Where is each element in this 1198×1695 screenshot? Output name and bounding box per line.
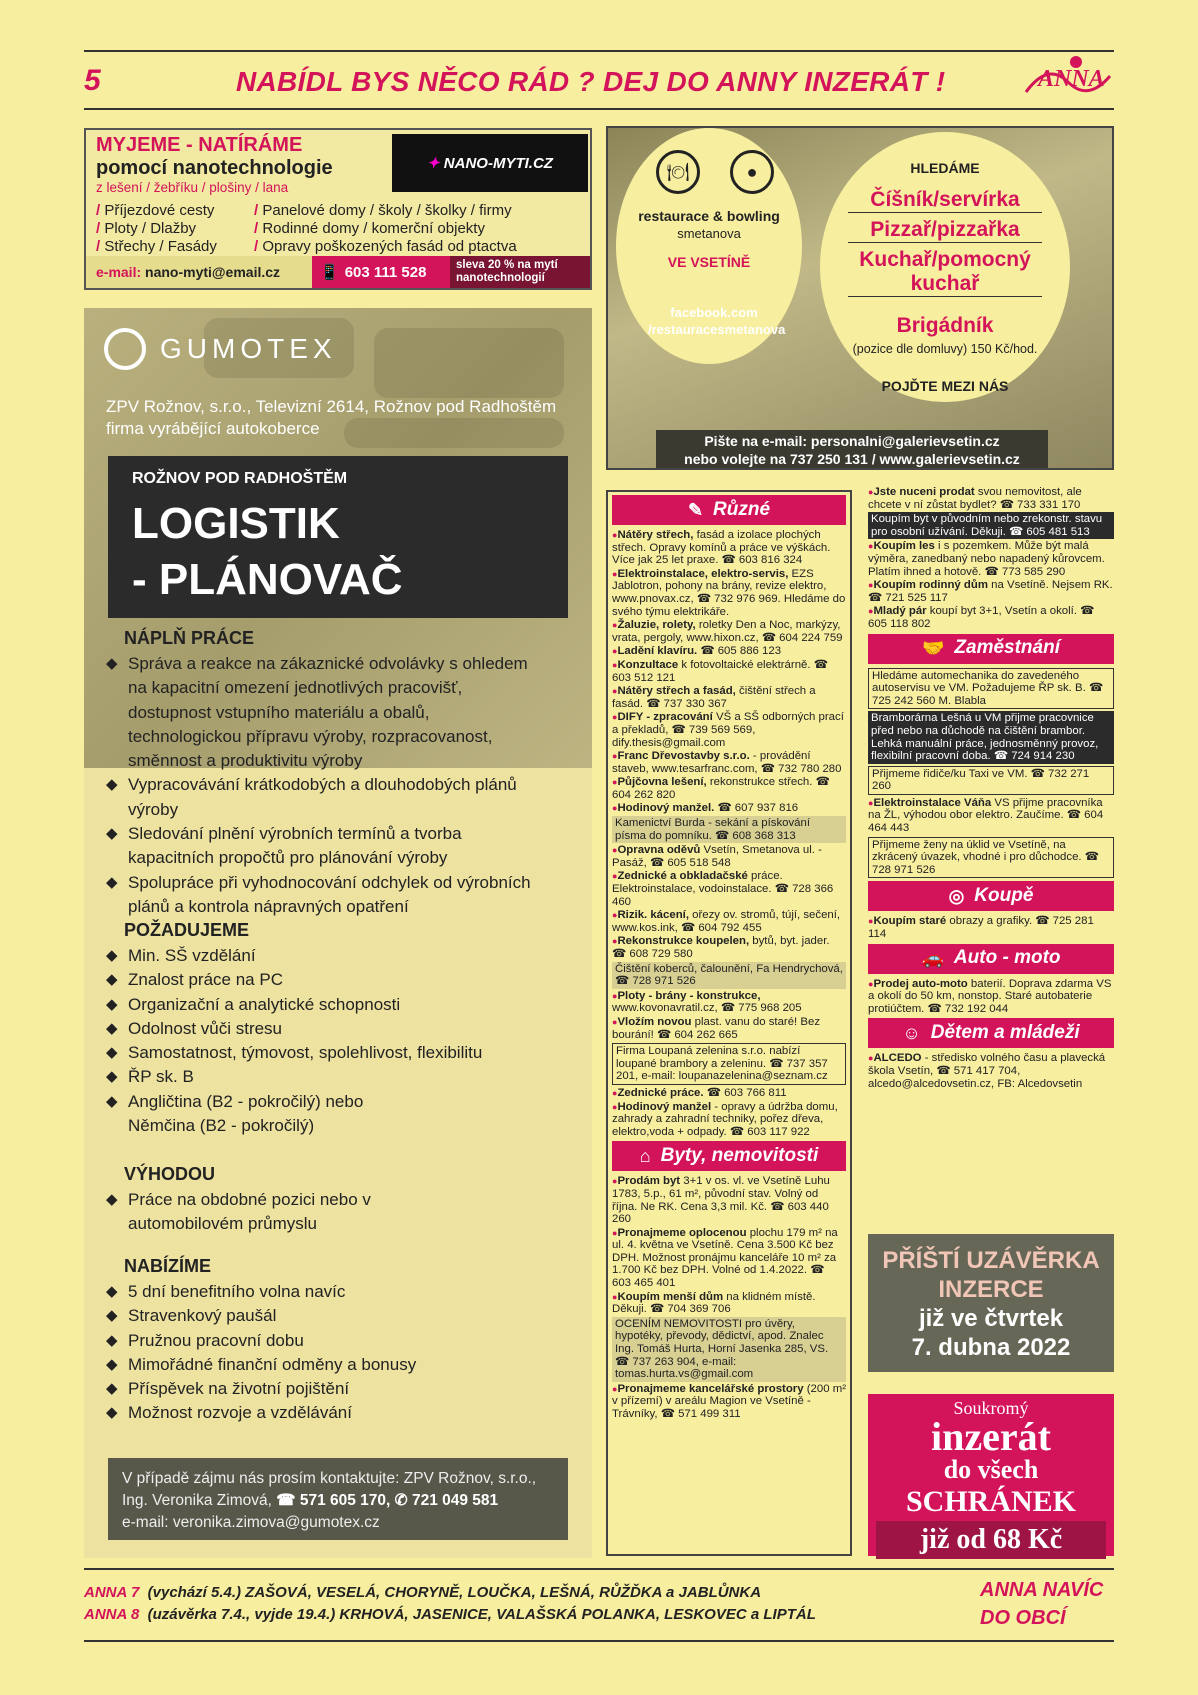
gumotex-address: ZPV Rožnov, s.r.o., Televizní 2614, Rožnov pod Radhoštěm firma vyrábějící autokoberce <box>106 397 557 438</box>
handshake-icon: 🤝 <box>921 638 945 659</box>
job-item: Pizzař/pizzařka <box>848 218 1042 243</box>
classified-ad-boxed: Přijmeme ženy na úklid ve Vsetíně, na zkrácený úvazek, vhodné i pro důchodce. ☎ 728 971 526 <box>868 837 1114 879</box>
classified-ad-lead: Pronajmeme kancelářské prostory <box>617 1382 804 1395</box>
job-title: LOGISTIK - PLÁNOVAČ <box>132 499 403 604</box>
restaurant-facebook[interactable]: facebook.com /restauracesmetanova <box>648 305 786 337</box>
anna-logo <box>1018 52 1118 100</box>
jobs-note: (pozice dle domluvy) 150 Kč/hod. <box>852 342 1038 356</box>
classified-ad <box>868 605 1114 630</box>
headline: NABÍDL BYS NĚCO RÁD ? DEJ DO ANNY INZERÁT ! <box>236 66 946 97</box>
private-ad-promo: Soukromý inzerát do všech SCHRÁNEK již od 68 Kč <box>868 1394 1114 1556</box>
classified-ad-text: i s pozemkem. Může být malá výměra, zanedbaný nebo napadený kůrovcem. Platím ihned a hotově. ☎ 773 585 290 <box>868 540 1105 578</box>
classified-ad-lead: Elektroinstalace, elektro-servis, <box>617 567 789 580</box>
classified-ad-lead: Zednické a obkladačské <box>617 870 748 883</box>
classified-ad <box>612 776 846 801</box>
footer-rule <box>84 1568 1114 1570</box>
list-item: / Opravy poškozených fasád od ptactva <box>254 238 517 256</box>
deadline-box: PŘÍŠTÍ UZÁVĚRKA INZERCE již ve čtvrtek 7. dubna 2022 <box>868 1234 1114 1372</box>
classified-ad-text: www.kovonavratil.cz, ☎ 775 968 205 <box>612 1002 802 1015</box>
classified-ad-lead: Rizik. kácení, <box>617 909 689 922</box>
classified-ad-lead: Franc Dřevostavby s.r.o. <box>617 750 750 763</box>
sun-icon: ☺ <box>902 1023 921 1044</box>
nano-ad <box>84 128 592 290</box>
classified-ad <box>612 1087 846 1100</box>
footer-anna7: ANNA 7 (vychází 5.4.) ZAŠOVÁ, VESELÁ, CHORYNĚ, LOUČKA, LEŠNÁ, RŮŽĎKA a JABLŮNKA <box>84 1584 762 1601</box>
gumotex-logo-icon <box>104 328 146 370</box>
classified-ad <box>868 579 1114 604</box>
car-icon: 🚗 <box>921 948 944 969</box>
jobs-heading: HLEDÁME <box>910 160 980 176</box>
gumotex-email[interactable]: e-mail: veronika.zimova@gumotex.cz <box>122 1514 380 1531</box>
category-header: 🤝 Zaměstnání <box>868 634 1114 664</box>
classified-ad <box>612 1016 846 1041</box>
classified-ad-text: koupí byt 3+1, Vsetín a okolí. ☎ 605 118 802 <box>868 605 1095 630</box>
classified-ad-text: obrazy a grafiky. ☎ 725 281 114 <box>868 915 1094 941</box>
classified-ad-lead: ALCEDO <box>873 1052 922 1065</box>
category-header: ⌂ Byty, nemovitosti <box>612 1141 846 1171</box>
classified-ad-text: rekonstrukce střech. ☎ 604 262 820 <box>612 776 830 801</box>
nano-brand-logo: ✦ NANO-MYTI.CZ <box>392 134 588 192</box>
classified-ad-text: baterií. Doprava zdarma VS a okolí do 50 km, nonstop. Staré autobaterie protiúčtem. ☎ 732 192 044 <box>868 977 1112 1015</box>
section-heading: POŽADUJEME <box>124 920 250 940</box>
category-header: ☺ Dětem a mládeži <box>868 1018 1114 1048</box>
classified-ad-text: fasád a izolace plochých střech. Opravy komínů a práce ve výškách. Více jak 25 let praxe. ☎ 603 816 324 <box>612 529 831 567</box>
classified-ad-text: ☎ 605 886 123 <box>697 645 782 658</box>
duties-list <box>106 652 546 919</box>
list-item: ◆ Příspěvek na životní pojištění <box>106 1377 546 1401</box>
gumotex-contact: V případě zájmu nás prosím kontaktujte: ZPV Rožnov, s.r.o., Ing. Veronika Zimová, ☎ 571 605 170, ✆ 721 049 581 e-mail: veronika.zimova@gumotex.cz <box>108 1458 568 1540</box>
classified-ad <box>612 1101 846 1139</box>
list-item: ◆ Pružnou pracovní dobu <box>106 1329 546 1353</box>
classified-ad-highlight: Čištění koberců, čalounění, Fa Hendrychová, ☎ 728 971 526 <box>612 962 846 989</box>
classified-ad-lead: Elektroinstalace Váňa <box>873 796 992 809</box>
top-rule <box>84 50 1114 52</box>
bottom-rule <box>84 1640 1114 1642</box>
classified-ad-dark: Koupím byt v původním nebo zrekonstr. stavu pro osobní užívání. Děkuji. ☎ 605 481 513 <box>868 512 1114 539</box>
section-heading: NABÍZÍME <box>124 1256 211 1276</box>
list-item: ◆ Odolnost vůči stresu <box>106 1017 546 1041</box>
classified-ad-lead: Zednické práce. <box>617 1086 704 1099</box>
classified-ad-lead: DIFY - zpracování <box>617 711 713 724</box>
jobs-cta: POJĎTE MEZI NÁS <box>881 378 1009 394</box>
classified-ad-lead: Koupím staré <box>873 915 947 928</box>
classified-ad-text: Vsetín, Smetanova ul. - Pasáž, ☎ 605 518 548 <box>612 844 822 869</box>
nano-subtitle: z lešení / žebříku / plošiny / lana <box>96 180 289 195</box>
classified-ad <box>612 870 846 908</box>
classified-ad-text: EZS Jablotron, pohony na brány, revize elektro, www.pnovax.cz, ☎ 732 976 969. Hledáme do svého týmu elektrikáře. <box>612 567 846 618</box>
classified-ad-lead: Jste nuceni prodat <box>873 486 975 498</box>
classifieds-column-1 <box>606 490 852 1556</box>
classified-ad <box>612 619 846 644</box>
requirements-list <box>106 944 546 1138</box>
bowling-icon: ● <box>730 150 774 194</box>
classified-ad-text: ☎ 603 766 811 <box>703 1086 787 1099</box>
classified-ad-text: VS přijme pracovníka na ŽL, výhodou obor elektro. Zaučíme. ☎ 604 464 443 <box>868 796 1104 835</box>
classified-ad <box>612 529 846 567</box>
classified-ad-dark: Bramborárna Lešná u VM přijme pracovnice před nebo na důchodě na čištění brambor. Lehká manuální práce, jednosměnný provoz, flexibilní pracovní doba. ☎ 724 914 230 <box>868 711 1114 763</box>
list-item: / Ploty / Dlažby <box>96 220 217 238</box>
classified-ad-lead: Koupím les <box>873 540 935 553</box>
classified-ad-lead: Ladění klavíru. <box>617 645 698 658</box>
gumotex-job-title-box: ROŽNOV POD RADHOŠTĚM LOGISTIK - PLÁNOVAČ <box>108 456 568 618</box>
classified-ad-lead: Rekonstrukce koupelen, <box>617 935 750 948</box>
classified-ad-lead: Koupím rodinný dům <box>873 579 988 592</box>
classified-ad <box>868 1052 1114 1090</box>
nano-list-2 <box>254 202 517 256</box>
phone-icon: 📱 <box>320 264 339 281</box>
classified-ad-lead: Mladý pár <box>873 605 927 618</box>
gumotex-logo: GUMOTEX <box>104 328 337 370</box>
classified-ad-text: (200 m² v přízemí) v areálu Magion ve Vsetíně - Trávníky, ☎ 571 499 311 <box>612 1382 846 1420</box>
classified-ad-lead: Prodám byt <box>617 1175 681 1188</box>
classified-ad-text: na Vsetíně. Nejsem RK. ☎ 721 525 117 <box>868 579 1113 604</box>
category-header: ✎ Různé <box>612 495 846 525</box>
category-header: 🚗 Auto - moto <box>868 944 1114 974</box>
classified-ad-text: - provádění staveb, www.tesarfranc.com, ☎ 732 780 280 <box>612 750 842 775</box>
classified-ad <box>612 645 846 658</box>
classified-ad-lead: Pronajmeme oplocenou <box>617 1226 747 1239</box>
jobs-circle <box>820 132 1070 402</box>
classified-ad <box>612 659 846 684</box>
classified-ad-text: na klidném místě. Děkuji. ☎ 704 369 706 <box>612 1290 816 1316</box>
classified-ad-lead: Opravna oděvů <box>617 844 701 857</box>
classifieds-column-2 <box>868 486 1114 1091</box>
classified-ad-text: bytů, byt. jader. ☎ 608 729 580 <box>612 935 830 960</box>
classified-ad <box>612 1175 846 1225</box>
classified-ad <box>612 935 846 960</box>
benefits-list <box>106 1280 546 1426</box>
classified-ad-lead: Ploty - brány - konstrukce, <box>617 989 761 1002</box>
list-item: / Příjezdové cesty <box>96 202 217 220</box>
classified-ad <box>612 990 846 1015</box>
classified-ad-text: ☎ 607 937 816 <box>714 802 799 815</box>
list-item: ◆ Vypracovávání krátkodobých a dlouhodobých plánů výroby <box>106 773 546 822</box>
classified-ad <box>612 568 846 618</box>
classified-ad <box>612 1383 846 1421</box>
list-item: ◆ Min. SŠ vzdělání <box>106 944 546 968</box>
list-item: ◆ Sledování plnění výrobních termínů a tvorba kapacitních propočtů pro plánování výroby <box>106 822 546 871</box>
classified-ad <box>612 909 846 934</box>
classified-ad <box>612 844 846 869</box>
classified-ad-lead: Koupím menší dům <box>617 1290 724 1303</box>
classified-ad-text: čištění střech a fasád. ☎ 737 330 367 <box>612 685 816 710</box>
classified-ad <box>868 915 1114 940</box>
advantages-list <box>106 1188 406 1237</box>
classified-ad-text: ořezy ov. stromů, tújí, sečení, www.kos.ink, ☎ 604 792 455 <box>612 909 841 934</box>
nano-email[interactable]: e-mail: nano-myti@email.cz <box>86 256 312 288</box>
classified-ad-lead: Hodinový manžel <box>617 1100 712 1113</box>
restaurant-sub: smetanova <box>677 226 741 241</box>
list-item: ◆ Stravenkový paušál <box>106 1304 546 1328</box>
house-icon: ⌂ <box>639 1146 651 1167</box>
page-number: 5 <box>84 64 101 97</box>
classified-ad <box>868 540 1114 578</box>
classified-ad-text: - opravy a údržba domu, zahrady a zahradní techniky, pořez dřeva, elektro,voda + odpady. ☎ 603 117 922 <box>612 1100 838 1138</box>
list-item: ◆ ŘP sk. B <box>106 1065 546 1089</box>
nano-list-1 <box>96 202 217 256</box>
classified-ad-boxed: Hledáme automechanika do zavedeného autoservisu ve VM. Požadujeme ŘP sk. B. ☎ 725 242 560 M. Blabla <box>868 668 1114 710</box>
list-item: ◆ Spolupráce při vyhodnocování odchylek od výrobních plánů a kontrola nápravných opatření <box>106 871 546 920</box>
job-item: Kuchař/pomocný kuchař <box>848 248 1042 297</box>
anna-navic: ANNA NAVÍC DO OBCÍ <box>980 1579 1104 1629</box>
coins-icon: ◎ <box>948 886 965 907</box>
list-item: ◆ Možnost rozvoje a vzdělávání <box>106 1401 546 1425</box>
section-heading: VÝHODOU <box>124 1164 216 1184</box>
list-item: ◆ Správa a reakce na zákaznické odvolávky s ohledem na kapacitní omezení jednotlivých pracovišť, dostupnost vstupního materiálu a obalů, technologickou přípravu výroby, rozpracovanost, směnnost a produktivitu výroby <box>106 652 546 773</box>
classified-ad-text: plast. vanu do staré! Bez bourání! ☎ 604 262 665 <box>612 1015 821 1041</box>
classified-ad-text: VŠ a SŠ odborných prací a překladů, ☎ 739 569 569, dify.thesis@gmail.com <box>612 711 844 749</box>
header-rule <box>84 108 1114 110</box>
classified-ad-text: k fotovoltaické elektrárně. ☎ 603 512 121 <box>612 658 828 684</box>
list-item: ◆ Práce na obdobné pozici nebo v automobilovém průmyslu <box>106 1188 406 1237</box>
list-item: ◆ Angličtina (B2 - pokročilý) nebo Němčina (B2 - pokročilý) <box>106 1090 366 1139</box>
classified-ad-text: - středisko volného času a plavecká škola Vsetín, ☎ 571 417 704, alcedo@alcedovsetin.cz, FB: Alcedovsetin <box>868 1052 1106 1090</box>
classified-ad-lead: Prodej auto-moto <box>873 977 968 990</box>
classified-ad-lead: Konzultace <box>617 658 679 671</box>
classified-ad <box>612 802 846 815</box>
classified-ad <box>612 1291 846 1316</box>
list-item: / Panelové domy / školy / školky / firmy <box>254 202 517 220</box>
classified-ad-lead: Nátěry střech a fasád, <box>617 685 736 698</box>
list-item: ◆ Znalost práce na PC <box>106 968 546 992</box>
nano-contact-bar <box>86 256 590 288</box>
nano-discount: sleva 20 % na mytí nanotechnologií <box>450 256 590 288</box>
restaurant-contact-bar[interactable]: Pište na e-mail: personalni@galerievsetin.cz nebo volejte na 737 250 131 / www.galerievsetin.cz <box>656 430 1048 470</box>
nano-title: MYJEME - NATÍRÁME <box>96 134 303 156</box>
classified-ad-text: svou nemovitost, ale chcete v ní zůstat bydlet? ☎ 733 331 170 <box>868 486 1082 511</box>
classified-ad-boxed: Přijmeme řidiče/ku Taxi ve VM. ☎ 732 271 260 <box>868 766 1114 795</box>
classified-ad-highlight: Kamenictví Burda - sekání a pískování písma do pomníku. ☎ 608 368 313 <box>612 816 846 843</box>
classified-ad-lead: Hodinový manžel. <box>617 802 715 815</box>
classified-ad <box>868 486 1114 511</box>
classified-ad-text: práce. Elektroinstalace, vodoinstalace. ☎ 728 366 460 <box>612 870 834 908</box>
restaurant-icon: 🍽 <box>656 150 700 194</box>
restaurant-place: VE VSETÍNĚ <box>667 254 751 270</box>
classified-ad-lead: Vložím novou <box>617 1015 692 1028</box>
classified-ad-lead: Půjčovna lešení, <box>617 776 707 789</box>
logo-text: ANNA <box>1038 66 1105 92</box>
classified-ad-lead: Nátěry střech, <box>617 529 694 541</box>
classified-ad-boxed: Firma Loupaná zelenina s.r.o. nabízí loupané brambory a zeleninu. ☎ 737 357 201, e-mail: loupanazelenina@seznam.cz <box>612 1043 846 1085</box>
job-item: Číšník/servírka <box>848 188 1042 213</box>
list-item: ◆ Samostatnost, týmovost, spolehlivost, flexibilitu <box>106 1041 546 1065</box>
restaurant-name: restaurace & bowling <box>638 208 780 224</box>
footer-anna8: ANNA 8 (uzávěrka 7.4., vyjde 19.4.) KRHOVÁ, JASENICE, VALAŠSKÁ POLANKA, LESKOVEC a LIPTÁL <box>84 1606 816 1623</box>
section-heading: NÁPLŇ PRÁCE <box>124 628 255 648</box>
classified-ad-lead: Žaluzie, rolety, <box>617 619 696 632</box>
category-header: ◎ Koupě <box>868 881 1114 911</box>
job-item: Brigádník <box>896 314 994 337</box>
restaurant-ad <box>606 126 1114 470</box>
classified-ad <box>868 978 1114 1016</box>
pencil-icon: ✎ <box>687 499 704 520</box>
list-item: / Střechy / Fasády <box>96 238 217 256</box>
list-item: ◆ Mimořádné finanční odměny a bonusy <box>106 1353 546 1377</box>
list-item: / Rodinné domy / komerční objekty <box>254 220 517 238</box>
classified-ad-highlight: OCENÍM NEMOVITOSTI pro úvěry, hypotéky, převody, dědictví, apod. Znalec Ing. Tomáš Hurta, Horní Jasenka 285, VS. ☎ 737 263 904, e-mail: tomas.hurta.vs@gmail.com <box>612 1317 846 1382</box>
classified-ad <box>612 711 846 749</box>
nano-brand-text: NANO-MYTI.CZ <box>443 154 553 172</box>
classified-ad <box>612 750 846 775</box>
classified-ad <box>612 685 846 710</box>
classified-ad <box>868 797 1114 835</box>
list-item: ◆ Organizační a analytické schopnosti <box>106 993 546 1017</box>
classified-ad-text: plochu 179 m² na ul. 4. května ve Vsetíně. Cena 3.500 Kč bez DPH. Možnost pronájmu kanceláře 10 m² za 1.700 Kč bez DPH. Volné od 1.4.2022. ☎ 603 465 401 <box>612 1226 838 1290</box>
classified-ad <box>612 1227 846 1290</box>
list-item: ◆ 5 dní benefitního volna navíc <box>106 1280 546 1304</box>
nano-title-2: pomocí nanotechnologie <box>96 157 333 179</box>
gumotex-phones[interactable]: ☎ 571 605 170, ✆ 721 049 581 <box>276 1492 499 1509</box>
classified-ad-text: roletky Den a Noc, markýzy, vrata, pergoly, www.hixon.cz, ☎ 604 224 759 <box>612 619 843 644</box>
gumotex-ad <box>84 308 592 1558</box>
classified-ad-text: 3+1 v os. vl. ve Vsetíně Luhu 1783, 5.p., 61 m², původní stav. Volný od října. Ne RK. Cena 3,3 mil. Kč. ☎ 603 440 260 <box>612 1175 830 1226</box>
nano-phone[interactable]: 📱 603 111 528 <box>312 256 450 288</box>
